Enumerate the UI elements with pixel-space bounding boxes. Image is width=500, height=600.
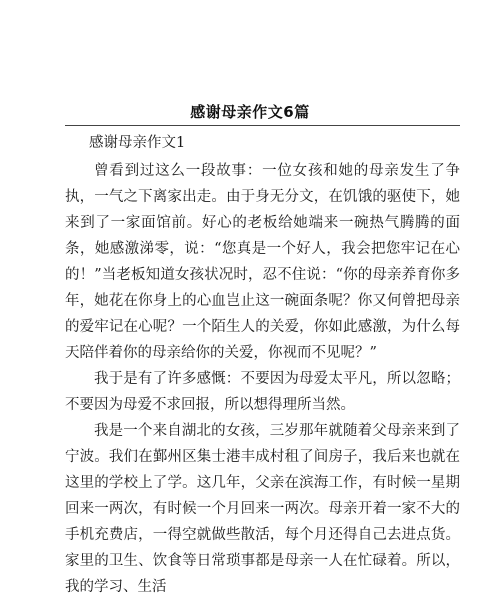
section-subtitle: 感谢母亲作文1 (89, 135, 186, 151)
paragraph: 我是一个来自湖北的女孩，三岁那年就随着父母亲来到了宁波。我们在鄞州区集士港丰成村租了间房子，我后来也就在这里的学校上了学。这几年，父亲在滨海工作，有时候一星期回来一两次，有时候一个月回来一两次。母亲开着一家不大的手机充费店，一得空就做些散活，每个月还得自己去进点货。家里的卫生、饮食等日常琐事都是母亲一人在忙碌着。所以，我的学习、生活 (65, 423, 460, 595)
article-body (65, 128, 460, 600)
paragraph: 我于是有了许多感慨：不要因为母爱太平凡，所以忽略；不要因为母爱不求回报，所以想得理所当然。 (65, 371, 460, 413)
title-divider (65, 125, 460, 126)
document-title: 感谢母亲作文6篇 (190, 103, 310, 121)
paragraph: 曾看到过这么一段故事：一位女孩和她的母亲发生了争执，一气之下离家出走。由于身无分文，在饥饿的驱使下，她来到了一家面馆前。好心的老板给她端来一碗热气腾腾的面条，她感激涕零，说：“您真是一个好人，我会把您牢记在心的！”当老板知道女孩状况时，忍不住说：“你的母亲养育你多年，她花在你身上的心血岂止这一碗面条呢？你又何曾把母亲的爱牢记在心呢？一个陌生人的关爱，你如此感激，为什么每天陪伴着你的母亲给你的关爱，你视而不见呢？” (65, 163, 460, 361)
